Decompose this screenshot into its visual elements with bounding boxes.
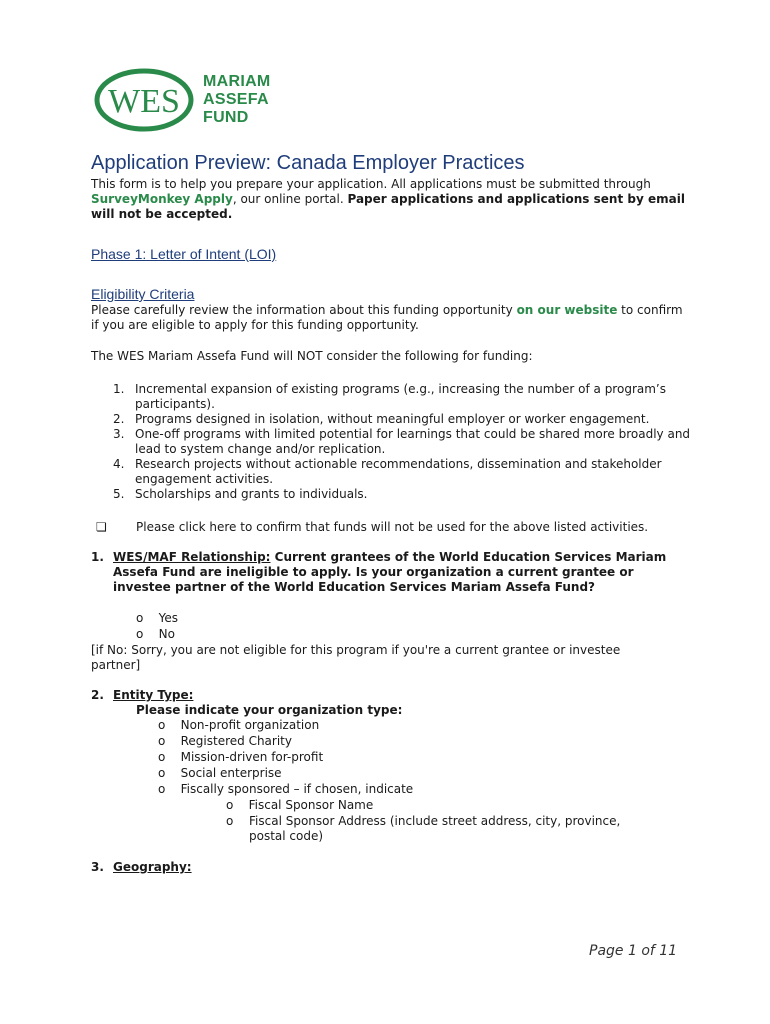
website-link[interactable]: on our website [516, 303, 618, 317]
question-1: 1. WES/MAF Relationship: Current grantees of the World Education Services Mariam Assefa Fund are ineligible to apply. Is your organization a current grantee or investee partner of the World Education Services Mariam Assefa Fund? [91, 550, 667, 594]
q2-label: Entity Type: [113, 688, 194, 702]
list-item: 5. Scholarships and grants to individuals. [113, 487, 368, 501]
q2-sub-option[interactable]: o Fiscal Sponsor Name [226, 798, 374, 812]
q1-text: Current grantees of the World Education Services Mariam Assefa Fund are ineligible to apply. Is your organization a current grantee or investee partner of the World Education Services Mariam Assefa Fund? [113, 550, 667, 594]
exclusions-list [113, 382, 693, 502]
q1-note: [if No: Sorry, you are not eligible for this program if you're a current grantee or investee partner] [91, 643, 621, 672]
wes-logo-mark [94, 68, 194, 132]
intro-paragraph: This form is to help you prepare your application. All applications must be submitted through SurveyMonkey Apply, our online portal. Paper applications and applications sent by email will not be accepted. [91, 177, 685, 221]
q2-sub-option[interactable]: o Fiscal Sponsor Address (include street address, city, province, postal code) [226, 814, 621, 843]
logo-wes-text: WES [108, 83, 180, 120]
q1-option-yes[interactable]: o Yes [136, 611, 178, 625]
q2-prompt: Please indicate your organization type: [136, 703, 403, 717]
logo-fund-name [203, 73, 271, 127]
question-2: 2. Entity Type: [91, 688, 194, 702]
phase-heading: Phase 1: Letter of Intent (LOI) [91, 246, 277, 262]
page-number: Page 1 of 11 [589, 943, 678, 959]
page-title: Application Preview: Canada Employer Practices [91, 152, 525, 174]
q2-option[interactable]: o Social enterprise [158, 766, 282, 780]
confirm-checkbox-label: Please click here to confirm that funds will not be used for the above listed activities. [136, 520, 649, 534]
logo-line-2: ASSEFA [203, 91, 269, 108]
not-considered-intro: The WES Mariam Assefa Fund will NOT consider the following for funding: [91, 349, 533, 363]
eligibility-paragraph: Please carefully review the information about this funding opportunity on our website to confirm if you are eligible to apply for this funding opportunity. [91, 303, 683, 332]
q2-option[interactable]: o Non-profit organization [158, 718, 320, 732]
logo-line-3: FUND [203, 109, 249, 126]
eligibility-heading: Eligibility Criteria [91, 286, 195, 302]
q1-option-no[interactable]: o No [136, 627, 175, 641]
list-item: 1. Incremental expansion of existing programs (e.g., increasing the number of a program’s participants). [113, 382, 666, 411]
q2-option[interactable]: o Registered Charity [158, 734, 292, 748]
q3-label: Geography: [113, 860, 192, 874]
list-item: 4. Research projects without actionable recommendations, dissemination and stakeholder engagement activities. [113, 457, 662, 486]
list-item: 3. One-off programs with limited potential for learnings that could be shared more broadly and lead to system change and/or replication. [113, 427, 691, 456]
surveymonkey-link[interactable]: SurveyMonkey Apply [91, 192, 233, 206]
confirm-checkbox[interactable]: ❏ [96, 520, 107, 534]
q2-option[interactable]: o Fiscally sponsored – if chosen, indicate [158, 782, 414, 796]
question-3: 3. Geography: [91, 860, 192, 874]
logo-line-1: MARIAM [203, 73, 271, 90]
q2-option[interactable]: o Mission-driven for-profit [158, 750, 324, 764]
q1-label: WES/MAF Relationship: [113, 550, 271, 564]
list-item: 2. Programs designed in isolation, without meaningful employer or worker engagement. [113, 412, 650, 426]
